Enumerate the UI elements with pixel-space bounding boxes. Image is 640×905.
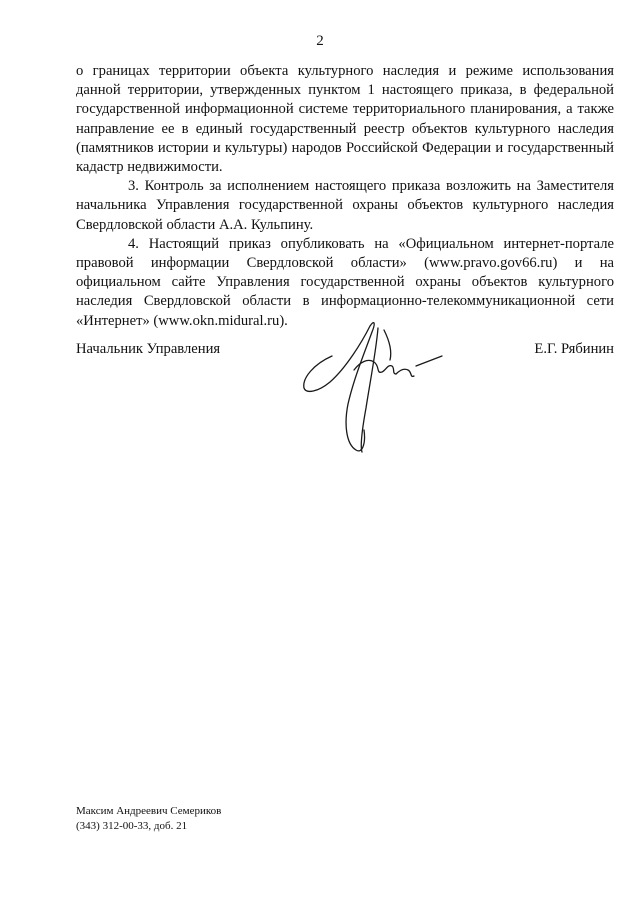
signatory-title: Начальник Управления: [76, 341, 221, 357]
executor-phone: (343) 312-00-33, доб. 21: [76, 819, 188, 832]
document-body: [76, 62, 614, 331]
executor-info: [76, 804, 221, 833]
executor-name: Максим Андреевич Семериков: [76, 805, 222, 817]
paragraph-item-3: 3. Контроль за исполнением настоящего приказа возложить на Заместителя начальника Управления государственной охраны объектов культурного наследия Свердловской области А.А. Кульпину.: [76, 178, 614, 233]
paragraph-item-4: 4. Настоящий приказ опубликовать на «Официальном интернет-портале правовой информации Свердловской области» (www.pravo.gov66.ru) и на официальном сайте Управления государственной охраны объектов культурного наследия Свердловской области в информационно-телекоммуникационной сети «Интернет» (www.okn.midural.ru).: [76, 235, 614, 329]
page-number: 2: [316, 33, 324, 49]
handwritten-signature: [296, 312, 456, 460]
paragraph-continuation: о границах территории объекта культурного наследия и режиме использования данной территории, утвержденных пунктом 1 настоящего приказа, в федеральной государственной информационной системе территориального планирования, а также направление ее в единый государственный реестр объектов культурного наследия (памятников истории и культуры) народов Российской Федерации и государственный кадастр недвижимости.: [76, 63, 614, 176]
signatory-name: Е.Г. Рябинин: [534, 341, 614, 357]
